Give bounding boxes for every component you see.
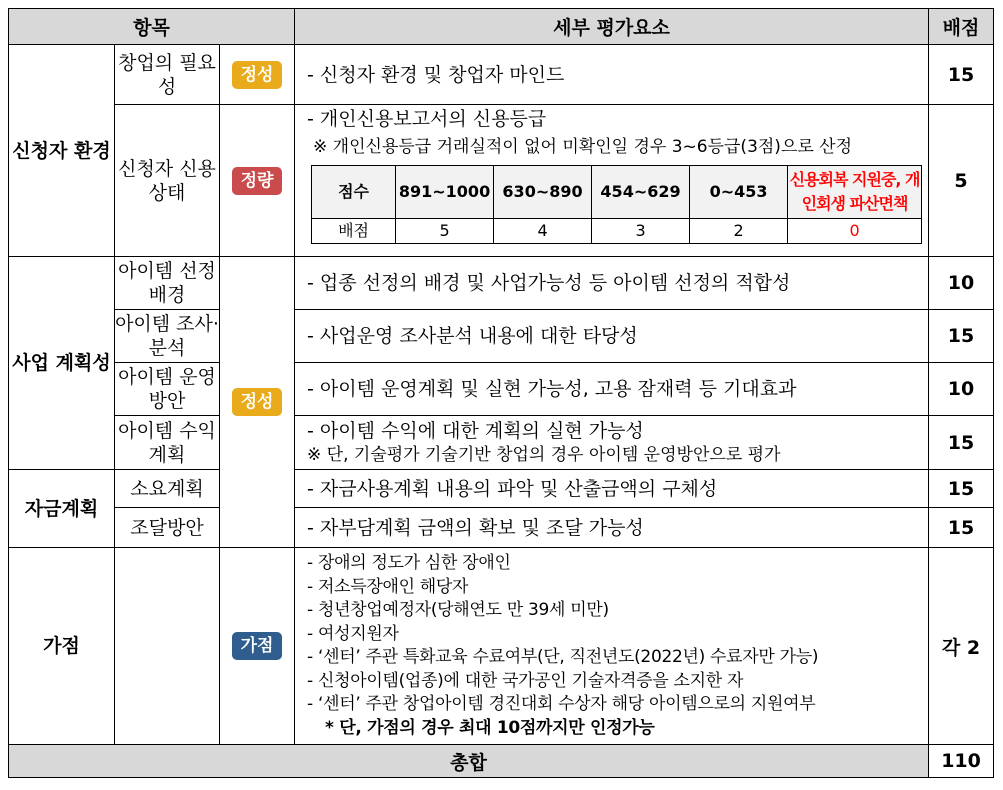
credit-range: 0~453: [690, 166, 788, 219]
sub-necessity: 창업의 필요성: [115, 45, 220, 105]
score-funding-item: 15: [929, 470, 994, 508]
bonus-item: - 신청아이템(업종)에 대한 국가공인 기술자격증을 소지한 자: [307, 670, 744, 691]
bonus-badge: 가점: [232, 632, 283, 660]
bonus-item: - 여성지원자: [307, 623, 399, 644]
qualitative-badge: 정성: [232, 61, 283, 89]
sub-plan-item: 아이템 선정배경: [115, 257, 220, 310]
sub-bonus-empty: [115, 548, 220, 745]
credit-points-label: 배점: [312, 219, 396, 244]
credit-note: ※ 개인신용등급 거래실적이 없어 미확인일 경우 3~6등급(3점)으로 산정: [313, 137, 853, 157]
qualitative-badge: 정성: [232, 388, 283, 416]
credit-point: 5: [396, 219, 494, 244]
desc-funding-item: - 자부담계획 금액의 확보 및 조달 가능성: [295, 508, 929, 548]
bonus-item: - ‘센터’ 주관 창업아이템 경진대회 수상자 해당 아이템으로의 지원여부: [307, 694, 816, 714]
total-label: 총합: [9, 745, 929, 778]
sub-funding-item: 조달방안: [115, 508, 220, 548]
credit-score-table: [311, 165, 922, 244]
desc-credit: [295, 105, 929, 257]
credit-desc: - 개인신용보고서의 신용등급: [307, 108, 547, 130]
desc-funding-item: - 자금사용계획 내용의 파악 및 산출금액의 구체성: [295, 470, 929, 508]
quantitative-badge: 정량: [232, 167, 283, 195]
desc-plan-item: - 업종 선정의 배경 및 사업가능성 등 아이템 선정의 적합성: [295, 257, 929, 310]
bonus-item: - 청년창업예정자(당해연도 만 39세 미만): [307, 600, 609, 620]
bonus-item: - 저소득장애인 해당자: [307, 576, 469, 597]
desc-plan-item: [295, 416, 929, 470]
score-plan-item: 15: [929, 310, 994, 363]
badge-cell: [220, 548, 295, 745]
desc-plan-item: - 아이템 운영계획 및 실현 가능성, 고용 잠재력 등 기대효과: [295, 363, 929, 416]
plan-item-desc: - 아이템 수익에 대한 계획의 실현 가능성: [307, 419, 644, 442]
category-applicant: 신청자 환경: [9, 45, 115, 257]
bonus-item: - ‘센터’ 주관 특화교육 수료여부(단, 직전년도(2022년) 수료자만 가능): [307, 647, 819, 667]
desc-plan-item: - 사업운영 조사분석 내용에 대한 타당성: [295, 310, 929, 363]
bonus-note: * 단, 가점의 경우 최대 10점까지만 인정가능: [325, 717, 655, 738]
sub-plan-item: 아이템 조사· 분석: [115, 310, 220, 363]
sub-funding-item: 소요계획: [115, 470, 220, 508]
evaluation-table: [8, 8, 994, 778]
credit-point: 2: [690, 219, 788, 244]
bonus-item: - 장애의 정도가 심한 장애인: [307, 553, 511, 573]
credit-range: 630~890: [494, 166, 592, 219]
credit-special: 신용회복 지원중, 개인회생 파산면책: [788, 166, 922, 219]
badge-cell: [220, 45, 295, 105]
score-necessity: 15: [929, 45, 994, 105]
category-bonus: 가점: [9, 548, 115, 745]
header-category: 항목: [9, 9, 295, 45]
desc-bonus: [295, 548, 929, 745]
credit-range: 454~629: [592, 166, 690, 219]
plan-item-note: ※ 단, 기술평가 기술기반 창업의 경우 아이템 운영방안으로 평가: [307, 444, 781, 465]
total-score: 110: [929, 745, 994, 778]
score-funding-item: 15: [929, 508, 994, 548]
sub-credit: 신청자 신용상태: [115, 105, 220, 257]
credit-point: 3: [592, 219, 690, 244]
score-plan-item: 15: [929, 416, 994, 470]
sub-plan-item: 아이템 수익계획: [115, 416, 220, 470]
credit-head-label: 점수: [312, 166, 396, 219]
category-funding: 자금계획: [9, 470, 115, 548]
category-plan: 사업 계획성: [9, 257, 115, 470]
header-detail: 세부 평가요소: [295, 9, 929, 45]
credit-range: 891~1000: [396, 166, 494, 219]
header-score: 배점: [929, 9, 994, 45]
score-bonus: 각 2: [929, 548, 994, 745]
credit-point: 4: [494, 219, 592, 244]
sub-plan-item: 아이템 운영방안: [115, 363, 220, 416]
score-plan-item: 10: [929, 363, 994, 416]
badge-cell: [220, 257, 295, 548]
badge-cell: [220, 105, 295, 257]
score-plan-item: 10: [929, 257, 994, 310]
credit-special-point: 0: [788, 219, 922, 244]
desc-necessity: - 신청자 환경 및 창업자 마인드: [295, 45, 929, 105]
score-credit: 5: [929, 105, 994, 257]
